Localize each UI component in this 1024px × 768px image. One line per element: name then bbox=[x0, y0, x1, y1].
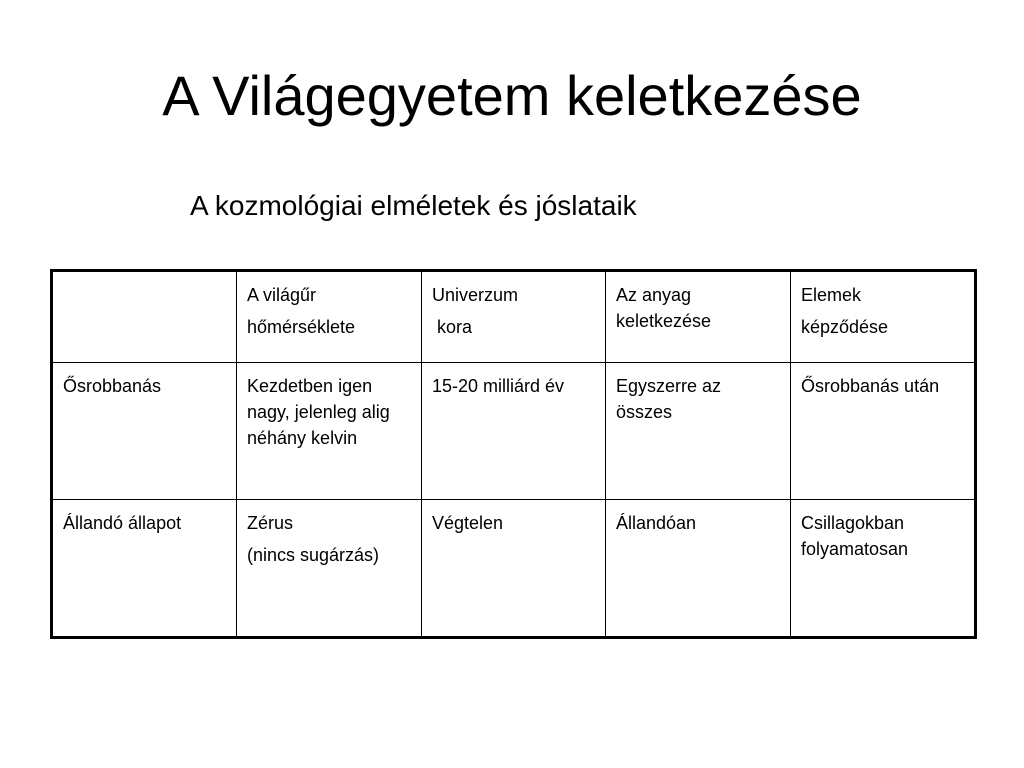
row-theory-cell: Állandó állapot bbox=[52, 500, 237, 638]
row-matter-cell: Állandóan bbox=[606, 500, 791, 638]
header-elements-cell bbox=[791, 271, 976, 363]
row-matter-cell: Egyszerre az összes bbox=[606, 363, 791, 500]
header-temperature-line-1: A világűr bbox=[247, 285, 317, 305]
cosmology-table bbox=[50, 269, 977, 639]
header-elements-line-2: képződése bbox=[801, 317, 889, 337]
header-matter-cell bbox=[606, 271, 791, 363]
table-row bbox=[52, 500, 976, 638]
header-temperature-line-2: hőmérséklete bbox=[247, 317, 356, 337]
row-age-cell: 15-20 milliárd év bbox=[422, 363, 606, 500]
slide-title: A Világegyetem keletkezése bbox=[162, 64, 862, 127]
header-age-line-1: Univerzum bbox=[432, 285, 519, 305]
header-corner-cell bbox=[52, 271, 237, 363]
row-temperature-cell bbox=[237, 500, 422, 638]
table-row bbox=[52, 363, 976, 500]
row-elements-cell: Csillagokban folyamatosan bbox=[791, 500, 976, 638]
row-temperature-line-2: (nincs sugárzás) bbox=[247, 545, 380, 565]
header-temperature-cell bbox=[237, 271, 422, 363]
row-temperature-line-1: Zérus bbox=[247, 513, 294, 533]
row-temperature-cell: Kezdetben igen nagy, jelenleg alig néhány kelvin bbox=[237, 363, 422, 500]
row-theory-cell: Ősrobbanás bbox=[52, 363, 237, 500]
row-age-cell: Végtelen bbox=[422, 500, 606, 638]
slide-subtitle: A kozmológiai elméletek és jóslataik bbox=[190, 190, 637, 221]
row-elements-cell: Ősrobbanás után bbox=[791, 363, 976, 500]
table-header-row bbox=[52, 271, 976, 363]
header-elements-line-1: Elemek bbox=[801, 285, 862, 305]
header-age-cell bbox=[422, 271, 606, 363]
header-age-line-2: kora bbox=[437, 317, 473, 337]
header-matter-text: Az anyag keletkezése bbox=[616, 285, 712, 331]
